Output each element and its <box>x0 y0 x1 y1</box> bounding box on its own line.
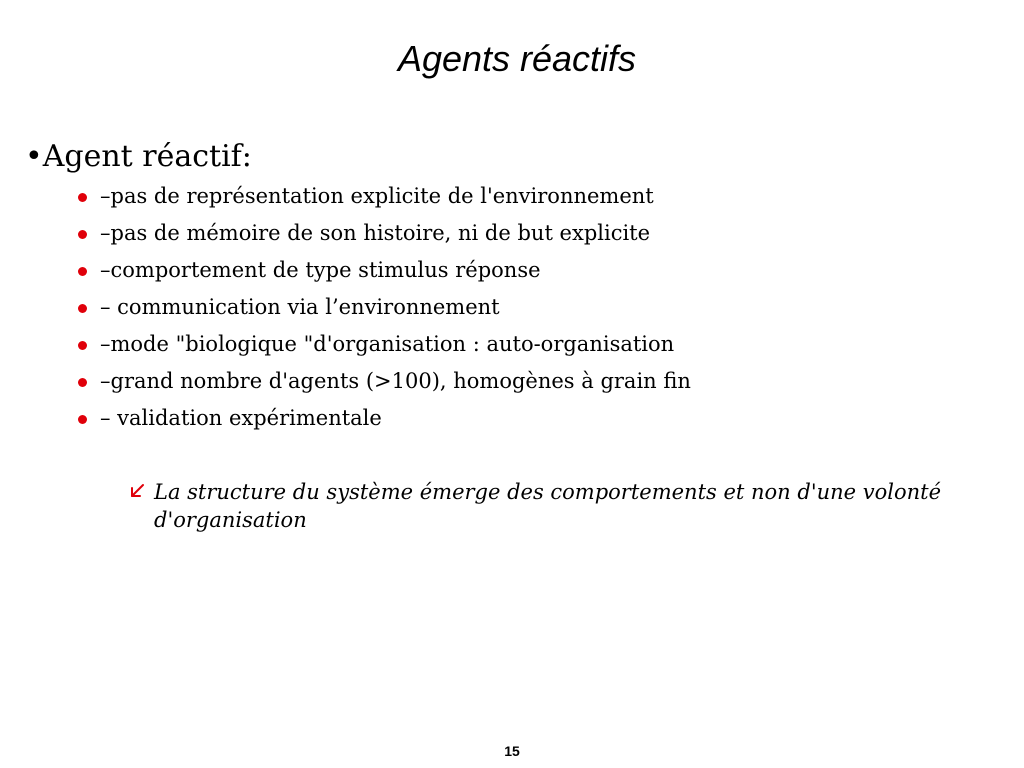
list-item-text: –mode "biologique "d'organisation : auto-organisation <box>100 332 675 356</box>
bullet-list <box>76 181 691 440</box>
list-item <box>76 255 691 292</box>
list-item-text: –comportement de type stimulus réponse <box>100 258 541 282</box>
list-item <box>76 366 691 403</box>
list-item <box>76 292 691 329</box>
red-dot-bullet-icon <box>78 341 87 350</box>
red-dot-bullet-icon <box>78 378 87 387</box>
list-item <box>76 403 691 440</box>
red-dot-bullet-icon <box>78 304 87 313</box>
red-dot-bullet-icon <box>78 267 87 276</box>
main-heading: •Agent réactif: <box>25 139 252 174</box>
slide-title: Agents réactifs <box>397 38 637 79</box>
list-item-text: –pas de mémoire de son histoire, ni de but explicite <box>100 221 651 245</box>
conclusion-block <box>128 478 958 534</box>
conclusion-text: La structure du système émerge des comportements et non d'une volonté d'organisation <box>154 480 942 532</box>
red-dot-bullet-icon <box>78 193 87 202</box>
red-dot-bullet-icon <box>78 415 87 424</box>
list-item-text: –grand nombre d'agents (>100), homogènes à grain fin <box>100 369 691 393</box>
list-item-text: – communication via l’environnement <box>100 295 500 319</box>
list-item <box>76 329 691 366</box>
page-number: 15 <box>504 743 520 759</box>
list-item-text: – validation expérimentale <box>100 406 382 430</box>
red-dot-bullet-icon <box>78 230 87 239</box>
list-item <box>76 218 691 255</box>
down-left-arrow-icon <box>128 482 146 500</box>
list-item <box>76 181 691 218</box>
list-item-text: –pas de représentation explicite de l'environnement <box>100 184 654 208</box>
